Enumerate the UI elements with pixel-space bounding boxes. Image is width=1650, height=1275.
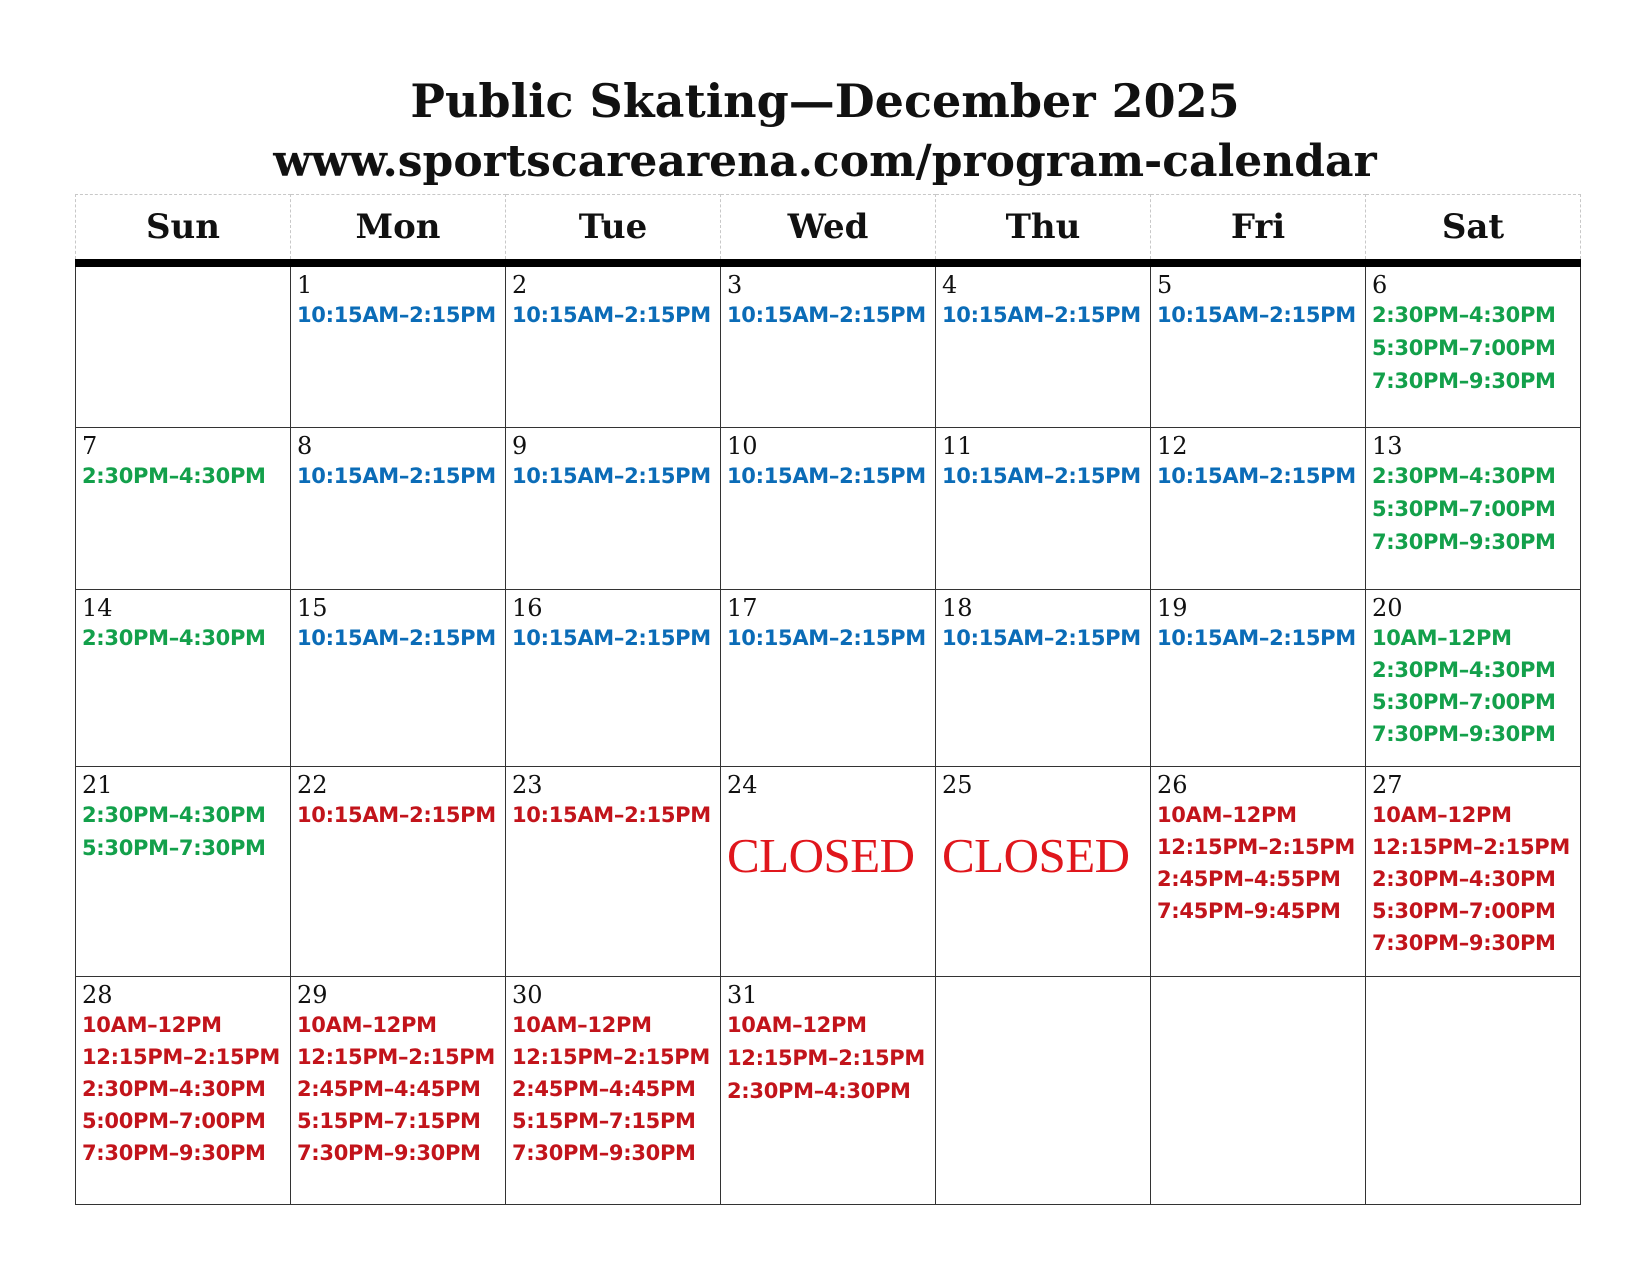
session-time: 10:15AM–2:15PM — [297, 464, 496, 488]
day-cell — [291, 590, 506, 767]
day-number: 28 — [82, 981, 113, 1009]
day-number — [82, 271, 284, 299]
session-time: 7:30PM–9:30PM — [1372, 722, 1556, 746]
day-cell — [936, 590, 1151, 767]
session-time: 10:15AM–2:15PM — [727, 626, 926, 650]
day-number: 8 — [297, 432, 313, 460]
session-time: 10:15AM–2:15PM — [297, 626, 496, 650]
session-time: 5:30PM–7:00PM — [1372, 899, 1556, 923]
day-number: 17 — [727, 594, 758, 622]
day-cell — [506, 977, 721, 1205]
session-time: 5:15PM–7:15PM — [512, 1109, 696, 1133]
session-time: 10AM–12PM — [512, 1013, 652, 1037]
session-time: 10AM–12PM — [727, 1013, 867, 1037]
day-cell — [506, 428, 721, 590]
day-number: 30 — [512, 981, 543, 1009]
day-cell — [1366, 590, 1581, 767]
day-cell — [76, 263, 291, 428]
day-cell — [76, 977, 291, 1205]
day-cell — [291, 977, 506, 1205]
day-number: 29 — [297, 981, 328, 1009]
session-time: 10:15AM–2:15PM — [512, 303, 711, 327]
session-time: 12:15PM–2:15PM — [1372, 835, 1570, 859]
session-time: 2:30PM–4:30PM — [1372, 658, 1556, 682]
session-time: 10:15AM–2:15PM — [727, 303, 926, 327]
session-time: 12:15PM–2:15PM — [727, 1046, 925, 1070]
session-time: 5:00PM–7:00PM — [82, 1109, 266, 1133]
day-number — [1157, 981, 1359, 1009]
session-time: 10AM–12PM — [82, 1013, 222, 1037]
day-number: 1 — [297, 271, 313, 299]
day-cell — [291, 767, 506, 977]
session-time: 12:15PM–2:15PM — [512, 1045, 710, 1069]
day-cell — [291, 428, 506, 590]
session-time: 2:30PM–4:30PM — [82, 464, 266, 488]
session-time: 10:15AM–2:15PM — [512, 464, 711, 488]
week-row — [76, 428, 1581, 590]
day-number: 27 — [1372, 771, 1403, 799]
session-time: 5:30PM–7:30PM — [82, 836, 266, 860]
session-time: 10AM–12PM — [1372, 803, 1512, 827]
session-time: 7:45PM–9:45PM — [1157, 899, 1341, 923]
day-cell — [1366, 428, 1581, 590]
day-number: 10 — [727, 432, 758, 460]
day-number: 22 — [297, 771, 328, 799]
session-time: 10:15AM–2:15PM — [1157, 464, 1356, 488]
session-time: 7:30PM–9:30PM — [1372, 931, 1556, 955]
day-number: 13 — [1372, 432, 1403, 460]
day-cell — [721, 263, 936, 428]
day-number: 16 — [512, 594, 543, 622]
session-time: 7:30PM–9:30PM — [82, 1141, 266, 1165]
session-time: 10:15AM–2:15PM — [1157, 626, 1356, 650]
session-time: 10:15AM–2:15PM — [942, 626, 1141, 650]
session-time: 7:30PM–9:30PM — [1372, 369, 1556, 393]
session-time: 2:30PM–4:30PM — [1372, 464, 1556, 488]
session-time: 12:15PM–2:15PM — [297, 1045, 495, 1069]
session-time: 2:45PM–4:45PM — [512, 1077, 696, 1101]
day-cell — [1151, 263, 1366, 428]
day-cell — [936, 428, 1151, 590]
day-cell — [76, 767, 291, 977]
day-header-tue: Tue — [506, 195, 721, 264]
day-number: 25 — [942, 771, 973, 799]
session-time: 10:15AM–2:15PM — [512, 803, 711, 827]
session-time: 5:15PM–7:15PM — [297, 1109, 481, 1133]
day-header-wed: Wed — [721, 195, 936, 264]
closed-label: CLOSED — [942, 828, 1130, 883]
session-time: 7:30PM–9:30PM — [297, 1141, 481, 1165]
day-cell — [506, 767, 721, 977]
day-cell — [936, 263, 1151, 428]
session-time: 10:15AM–2:15PM — [297, 303, 496, 327]
session-time: 5:30PM–7:00PM — [1372, 690, 1556, 714]
day-cell — [291, 263, 506, 428]
day-header-fri: Fri — [1151, 195, 1366, 264]
day-header-sun: Sun — [76, 195, 291, 264]
closed-label: CLOSED — [727, 828, 915, 883]
day-cell — [721, 428, 936, 590]
day-number: 2 — [512, 271, 528, 299]
day-cell — [1366, 977, 1581, 1205]
weekday-header-row — [76, 195, 1581, 264]
session-time: 2:30PM–4:30PM — [1372, 867, 1556, 891]
session-time: 10:15AM–2:15PM — [727, 464, 926, 488]
week-row — [76, 590, 1581, 767]
session-time: 2:30PM–4:30PM — [727, 1079, 911, 1103]
day-cell — [1366, 263, 1581, 428]
week-row — [76, 263, 1581, 428]
session-time: 10:15AM–2:15PM — [1157, 303, 1356, 327]
session-time: 2:30PM–4:30PM — [82, 626, 266, 650]
calendar-grid — [75, 194, 1581, 1205]
day-number: 5 — [1157, 271, 1173, 299]
day-number: 6 — [1372, 271, 1388, 299]
day-cell — [721, 590, 936, 767]
session-time: 2:30PM–4:30PM — [82, 803, 266, 827]
session-time: 5:30PM–7:00PM — [1372, 497, 1556, 521]
day-number: 9 — [512, 432, 528, 460]
day-cell — [721, 767, 936, 977]
session-time: 10:15AM–2:15PM — [942, 303, 1141, 327]
session-time: 2:45PM–4:45PM — [297, 1077, 481, 1101]
day-number: 12 — [1157, 432, 1188, 460]
session-time: 2:30PM–4:30PM — [82, 1077, 266, 1101]
day-number: 3 — [727, 271, 743, 299]
session-time: 7:30PM–9:30PM — [512, 1141, 696, 1165]
day-cell — [1151, 977, 1366, 1205]
session-time: 5:30PM–7:00PM — [1372, 336, 1556, 360]
day-cell — [1151, 767, 1366, 977]
day-number: 31 — [727, 981, 758, 1009]
day-header-thu: Thu — [936, 195, 1151, 264]
day-cell — [1151, 590, 1366, 767]
session-time: 10:15AM–2:15PM — [942, 464, 1141, 488]
session-time: 2:30PM–4:30PM — [1372, 303, 1556, 327]
day-header-mon: Mon — [291, 195, 506, 264]
session-time: 10:15AM–2:15PM — [512, 626, 711, 650]
day-number: 21 — [82, 771, 113, 799]
day-header-sat: Sat — [1366, 195, 1581, 264]
week-row — [76, 767, 1581, 977]
session-time: 10AM–12PM — [1157, 803, 1297, 827]
day-cell — [76, 590, 291, 767]
week-row — [76, 977, 1581, 1205]
day-number: 15 — [297, 594, 328, 622]
day-number — [942, 981, 1144, 1009]
session-time: 2:45PM–4:55PM — [1157, 867, 1341, 891]
day-cell — [936, 977, 1151, 1205]
day-number: 24 — [727, 771, 758, 799]
session-time: 12:15PM–2:15PM — [82, 1045, 280, 1069]
session-time: 7:30PM–9:30PM — [1372, 530, 1556, 554]
day-cell — [506, 590, 721, 767]
day-cell — [936, 767, 1151, 977]
session-time: 10AM–12PM — [1372, 626, 1512, 650]
day-cell — [506, 263, 721, 428]
session-time: 10:15AM–2:15PM — [297, 803, 496, 827]
day-cell — [1366, 767, 1581, 977]
day-cell — [721, 977, 936, 1205]
day-number: 19 — [1157, 594, 1188, 622]
day-number: 20 — [1372, 594, 1403, 622]
day-number: 18 — [942, 594, 973, 622]
session-time: 12:15PM–2:15PM — [1157, 835, 1355, 859]
website-link[interactable]: www.sportscarearena.com/program-calendar — [273, 136, 1377, 187]
day-cell — [76, 428, 291, 590]
day-number: 14 — [82, 594, 113, 622]
session-time: 10AM–12PM — [297, 1013, 437, 1037]
day-number: 4 — [942, 271, 958, 299]
day-number: 7 — [82, 432, 98, 460]
day-number: 11 — [942, 432, 973, 460]
day-number: 23 — [512, 771, 543, 799]
day-cell — [1151, 428, 1366, 590]
day-number: 26 — [1157, 771, 1188, 799]
page-title: Public Skating—December 2025 — [410, 74, 1240, 128]
